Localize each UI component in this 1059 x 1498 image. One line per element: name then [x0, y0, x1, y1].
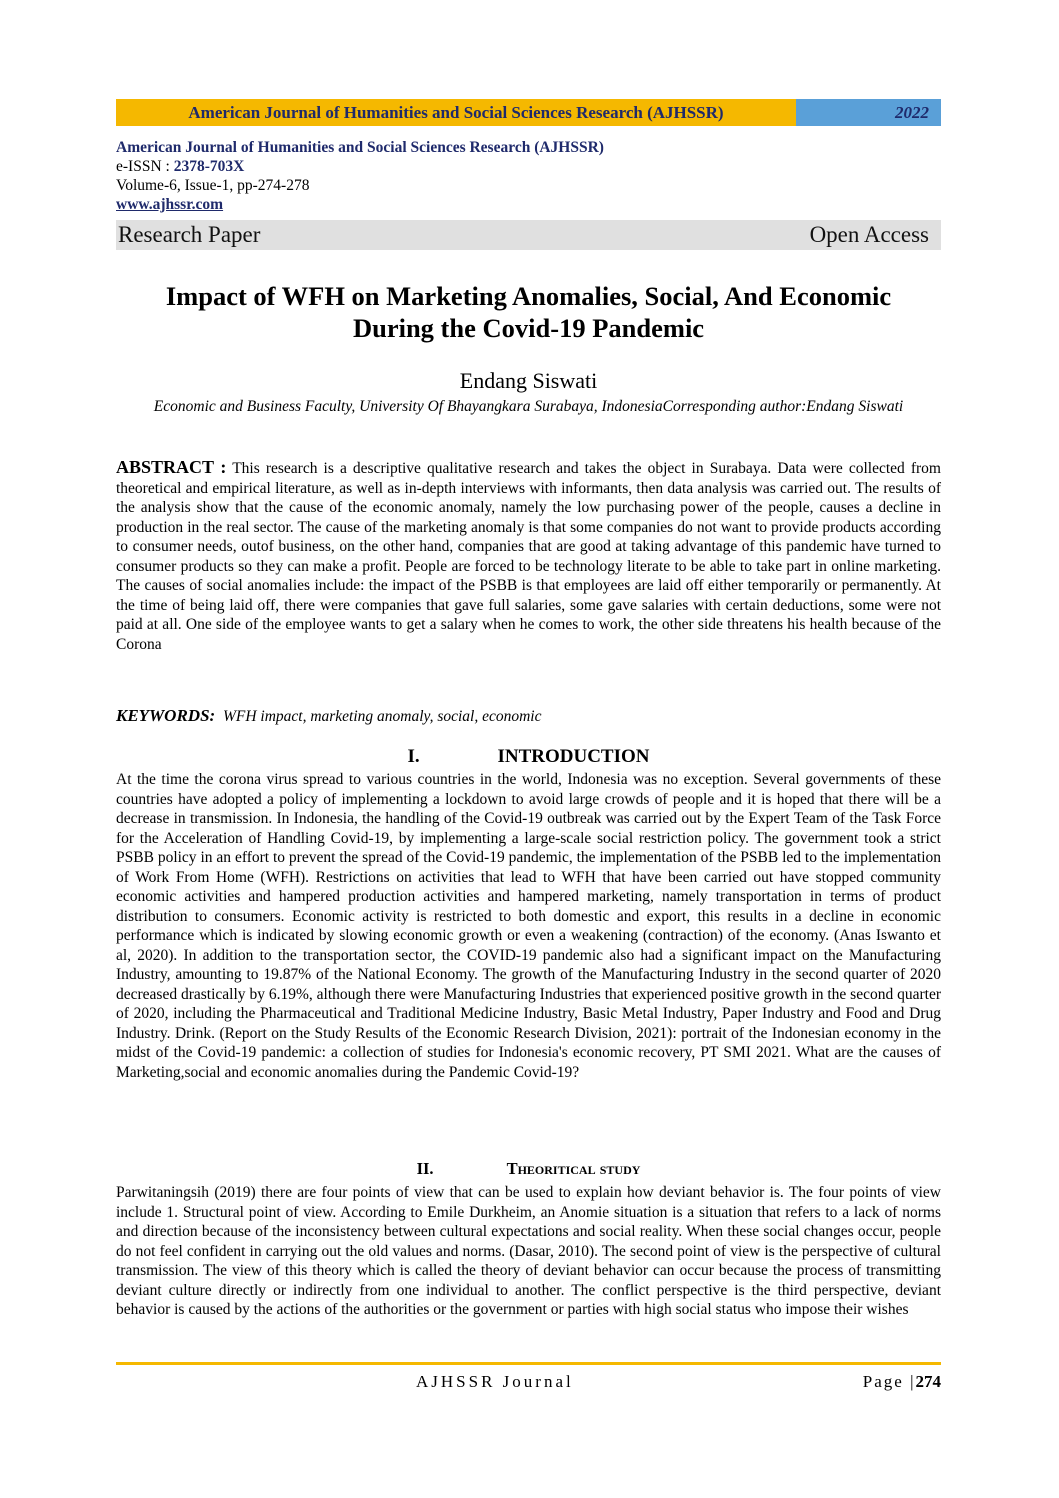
- abstract-text: This research is a descriptive qualitative research and takes the object in Surabaya. Data were collected from theoretical and empirical literature, as well as in-depth interviews with informants, then data analysis was carried out. The results of the analysis show that the cause of the economic anomaly, namely the low purchasing power of the people, causes a decline in production in the real sector. The cause of the marketing anomaly is that some companies do not want to provide products according to consumer needs, outof business, on the other hand, companies that are good at taking advantage of this pandemic have turned to consumer products so they can make a profit. People are forced to be technology literate to be able to take part in online marketing. The causes of social anomalies include: the impact of the PSBB is that employees are laid off either temporarily or permanently. At the time of being laid off, there were companies that gave full salaries, some gave salaries with certain deductions, some were not paid at all. One side of the employee wants to get a salary when he comes to work, the other side threatens his health because of the Corona: [116, 460, 941, 653]
- section-number: I.: [407, 746, 420, 767]
- journal-banner: [116, 99, 941, 126]
- banner-journal-name: American Journal of Humanities and Social Sciences Research (AJHSSR): [116, 99, 796, 126]
- meta-issn: [116, 157, 604, 176]
- theoretical-study-paragraph: Parwitaningsih (2019) there are four points of view that can be used to explain how deviant behavior is. The four points of view include 1. Structural point of view. According to Emile Durkheim, an Anomie situation is a situation that refers to a lack of norms and direction because of the inconsistency between cultural expectations and social reality. When these social changes occur, people do not feel confident in carrying out the old values and norms. (Dasar, 2010). The second point of view is the perspective of cultural transmission. The view of this theory which is called the theory of deviant behavior can occur because the process of transmitting deviant culture directly or indirectly from one individual to another. The conflict perspective is the third perspective, deviant behavior is caused by the actions of the authorities or the government or parties with high social status who impose their wishes: [116, 1184, 941, 1318]
- banner-year: 2022: [796, 99, 941, 126]
- introduction-paragraph: At the time the corona virus spread to various countries in the world, Indonesia was no exception. Several governments of these countries have adopted a policy of implementing a lockdown to avoid large crowds of people and it is hoped that there will be a decrease in transmission. In Indonesia, the handling of the Covid-19 outbreak was carried out by the Expert Team of the Task Force for the Acceleration of Handling Covid-19, by implementing a large-scale social restriction policy. The government took a strict PSBB policy in an effort to prevent the spread of the Covid-19 pandemic, the implementation of the PSBB led to the implementation of Work From Home (WFH). Restrictions on activities that lead to WFH that have been carried out have stopped community economic activities and hampered production activities and hampered marketing, namely transportation in terms of product distribution to consumers. Economic activity is restricted to both domestic and export, this results in a decline in economic performance which is indicated by slowing economic growth or even a weakening (contraction) of the economy. (Anas Iswanto et al, 2020). In addition to the transportation sector, the COVID-19 pandemic also had a significant impact on the Manufacturing Industry, amounting to 19.87% of the National Economy. The growth of the Manufacturing Industry in the second quarter of 2020 decreased drastically by 6.19%, although there were Manufacturing Industries that experienced positive growth in the second quarter of 2020, including the Pharmaceutical and Traditional Medicine Industry, Basic Metal Industry, Paper Industry and Food and Drug Industry. Drink. (Report on the Study Results of the Economic Research Division, 2021): portrait of the Indonesian economy in the midst of the Covid-19 pandemic: a collection of studies for Indonesia's economic recovery, PT SMI 2021. What are the causes of Marketing,social and economic anomalies during the Pandemic Covid-19?: [116, 771, 941, 1081]
- abstract-label: ABSTRACT :: [116, 457, 227, 477]
- paper-title-line-2: During the Covid-19 Pandemic: [352, 313, 705, 343]
- section-title: Theoritical study: [506, 1159, 641, 1178]
- meta-volume: Volume-6, Issue-1, pp-274-278: [116, 177, 310, 194]
- footer-journal-name: AJHSSR Journal: [416, 1372, 574, 1391]
- keywords: [116, 706, 941, 726]
- article-type-label: Research Paper: [118, 222, 261, 247]
- issn-label: e-ISSN :: [116, 158, 174, 175]
- journal-meta: [116, 138, 604, 214]
- author-name: Endang Siswati: [459, 368, 598, 393]
- abstract: [116, 458, 941, 654]
- keywords-label: KEYWORDS:: [116, 706, 216, 725]
- section-title: INTRODUCTION: [497, 746, 650, 767]
- journal-url-link[interactable]: www.ajhssr.com: [116, 196, 224, 213]
- paper-title-line-1: Impact of WFH on Marketing Anomalies, Social, And Economic: [165, 281, 892, 311]
- paper-title: [116, 280, 941, 344]
- footer-divider: [116, 1362, 941, 1365]
- section-number: II.: [416, 1159, 434, 1178]
- footer-page-indicator: [863, 1372, 941, 1392]
- meta-journal-name: American Journal of Humanities and Social Sciences Research (AJHSSR): [116, 139, 604, 156]
- page-label: Page |: [862, 1372, 916, 1391]
- page-number: 274: [915, 1372, 941, 1391]
- keywords-text: WFH impact, marketing anomaly, social, economic: [222, 708, 542, 725]
- issn-value: 2378-703X: [173, 158, 245, 175]
- section-heading-introduction: [116, 746, 941, 768]
- section-heading-theoretical-study: [116, 1159, 941, 1179]
- access-type-label: Open Access: [809, 222, 929, 247]
- author-affiliation: Economic and Business Faculty, University Of Bhayangkara Surabaya, IndonesiaCorresponding author:Endang Siswati: [153, 398, 904, 415]
- article-type-bar: [116, 220, 941, 250]
